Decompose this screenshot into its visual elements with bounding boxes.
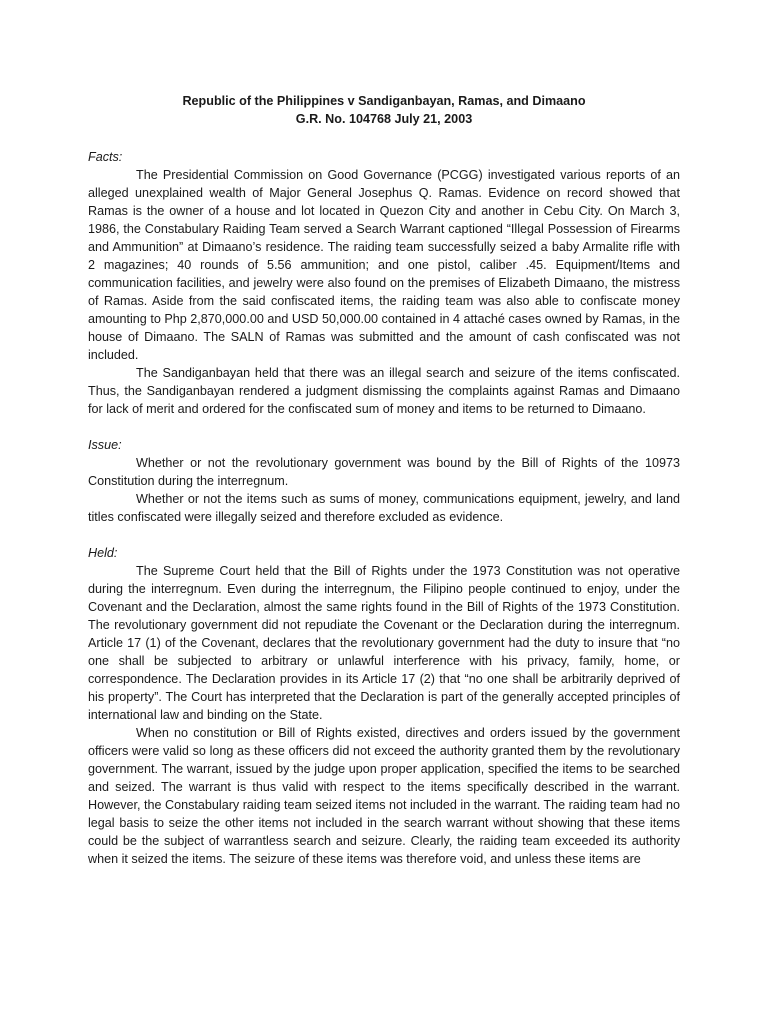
issue-paragraph: Whether or not the items such as sums of money, communications equipment, jewelry, and land titles confiscated were illegally seized and therefore excluded as evidence. — [88, 492, 680, 524]
case-citation: G.R. No. 104768 July 21, 2003 — [295, 112, 473, 126]
held-heading: Held: — [88, 546, 118, 560]
issue-section — [88, 436, 680, 526]
facts-paragraph: The Presidential Commission on Good Governance (PCGG) investigated various reports of an alleged unexplained wealth of Major General Josephus Q. Ramas. Evidence on record showed that Ramas is the owner of a house and lot located in Quezon City and another in Cebu City. On March 3, 1986, the Constabulary Raiding Team served a Search Warrant captioned “Illegal Possession of Firearms and Ammunition” at Dimaano’s residence. The raiding team successfully seized a baby Armalite rifle with 2 magazines; 40 rounds of 5.56 ammunition; and one pistol, caliber .45. Equipment/Items and communication facilities, and jewelry were also found on the premises of Elizabeth Dimaano, the mistress of Ramas. Aside from the said confiscated items, the raiding team was also able to confiscate money amounting to Php 2,870,000.00 and USD 50,000.00 contained in 4 attaché cases owned by Ramas, in the house of Dimaano. The SALN of Ramas was submitted and the amount of cash confiscated was not included. — [88, 168, 680, 362]
facts-section — [88, 148, 680, 418]
issue-paragraph: Whether or not the revolutionary government was bound by the Bill of Rights of the 10973 Constitution during the interregnum. — [88, 456, 680, 488]
issue-heading: Issue: — [88, 438, 122, 452]
facts-heading: Facts: — [88, 150, 123, 164]
facts-paragraph: The Sandiganbayan held that there was an illegal search and seizure of the items confiscated. Thus, the Sandiganbayan rendered a judgment dismissing the complaints against Ramas and Dimaano for lack of merit and ordered for the confiscated sum of money and items to be returned to Dimaano. — [88, 366, 680, 416]
case-title: Republic of the Philippines v Sandiganbayan, Ramas, and Dimaano — [182, 94, 586, 108]
held-paragraph: The Supreme Court held that the Bill of Rights under the 1973 Constitution was not operative during the interregnum. Even during the interregnum, the Filipino people continued to enjoy, under the Covenant and the Declaration, almost the same rights found in the Bill of Rights of the 1973 Constitution. The revolutionary government did not repudiate the Covenant or the Declaration during the interregnum. Article 17 (1) of the Covenant, declares that the revolutionary government had the duty to insure that “no one shall be subjected to arbitrary or unlawful interference with his privacy, family, home, or correspondence. The Declaration provides in its Article 17 (2) that “no one shall be arbitrarily deprived of his property”. The Court has interpreted that the Declaration is part of the generally accepted principles of international law and binding on the State. — [88, 564, 680, 722]
document-title — [88, 92, 680, 128]
held-section — [88, 544, 680, 868]
held-paragraph: When no constitution or Bill of Rights existed, directives and orders issued by the government officers were valid so long as these officers did not exceed the authority granted them by the revolutionary government. The warrant, issued by the judge upon proper application, specified the items to be searched and seized. The warrant is thus valid with respect to the items specifically described in the warrant. However, the Constabulary raiding team seized items not included in the warrant. The raiding team had no legal basis to seize the other items not included in the search warrant without showing that these items could be the subject of warrantless search and seizure. Clearly, the raiding team exceeded its authority when it seized the items. The seizure of these items was therefore void, and unless these items are — [88, 726, 681, 866]
